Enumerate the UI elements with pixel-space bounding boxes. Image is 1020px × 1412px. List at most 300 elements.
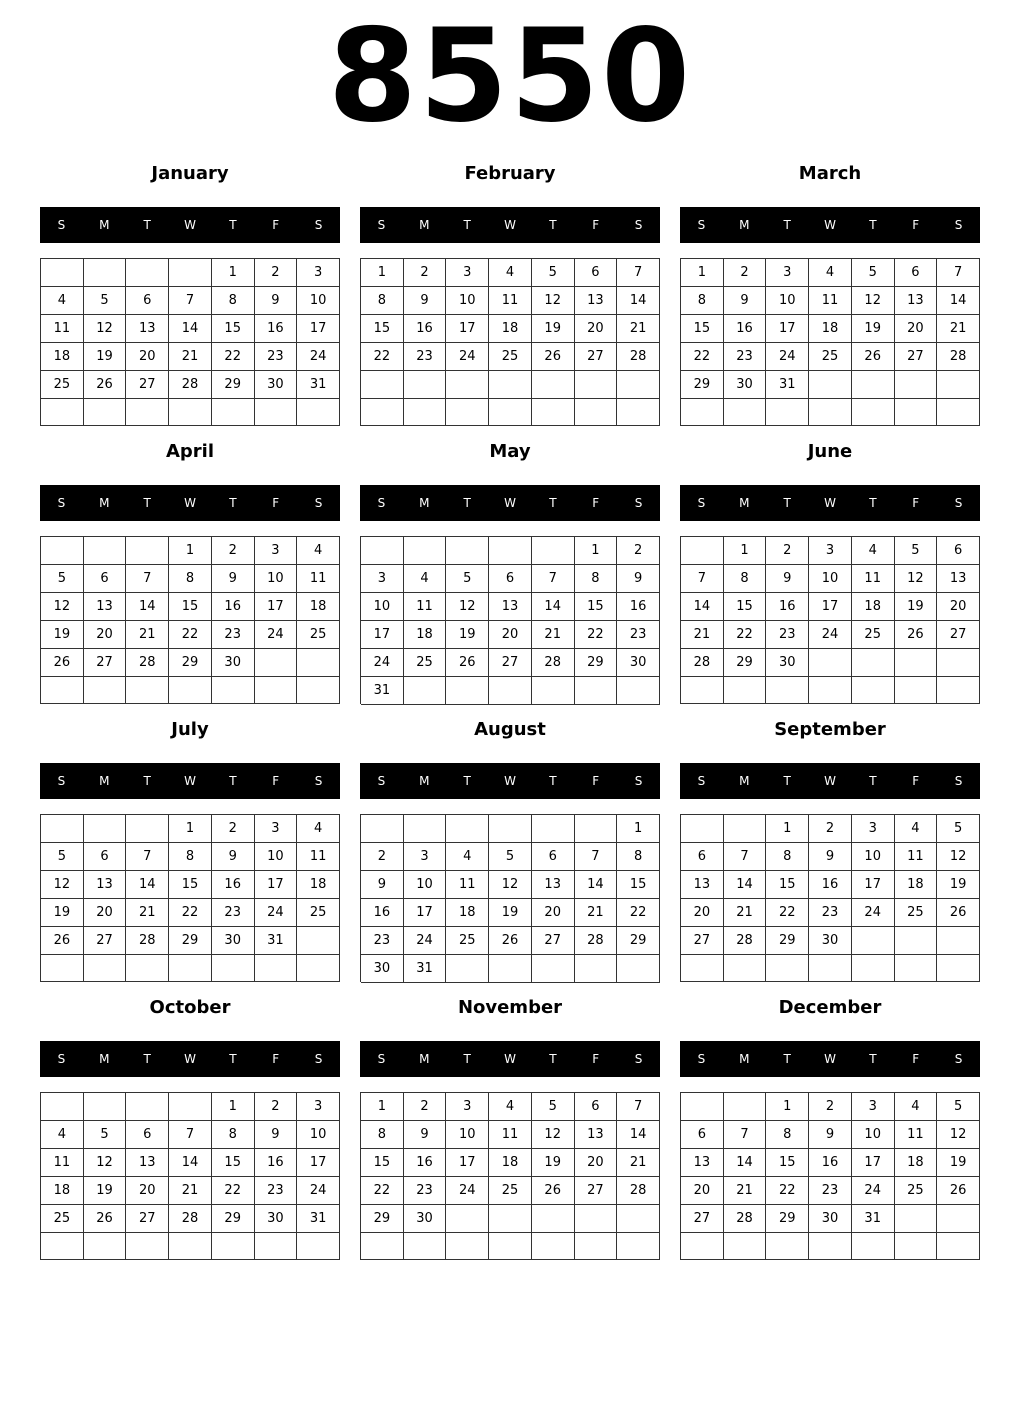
weekday-label: W [504,1052,516,1066]
empty-day-cell [126,399,169,426]
weekday-label: T [783,774,791,788]
day-cell: 28 [169,1205,212,1233]
day-cell: 28 [937,343,980,371]
day-cell: 11 [895,1121,938,1149]
empty-day-cell [681,1093,724,1121]
empty-day-cell [724,677,767,704]
empty-day-cell [617,1205,660,1233]
day-cell: 27 [681,927,724,955]
day-cell: 13 [126,315,169,343]
day-cell: 7 [575,843,618,871]
weekday-label: F [272,774,280,788]
weekday-label: W [824,496,836,510]
day-cell: 16 [809,871,852,899]
day-cell: 30 [617,649,660,677]
day-cell: 5 [41,843,84,871]
day-cell: 28 [532,649,575,677]
empty-day-cell [446,371,489,399]
month-name: May [489,441,531,462]
day-cell: 15 [361,315,404,343]
day-cell: 5 [895,537,938,565]
day-cell: 23 [212,899,255,927]
day-cell: 30 [255,371,298,399]
empty-day-cell [297,927,340,955]
day-cell: 16 [212,593,255,621]
empty-day-cell [575,815,618,843]
day-cell: 16 [361,899,404,927]
empty-day-cell [41,1093,84,1121]
empty-day-cell [489,955,532,983]
empty-day-cell [297,677,340,704]
day-cell: 15 [212,1149,255,1177]
day-cell: 11 [489,287,532,315]
day-cell: 29 [575,649,618,677]
empty-day-cell [681,399,724,426]
day-cell: 10 [255,565,298,593]
weekday-label: S [377,218,386,232]
weekday-label: S [314,1052,323,1066]
day-cell: 8 [212,1121,255,1149]
day-cell: 2 [255,1093,298,1121]
weekday-label: T [143,774,151,788]
empty-day-cell [297,1233,340,1260]
day-cell: 23 [404,1177,447,1205]
empty-day-cell [724,399,767,426]
month-name: December [778,997,882,1018]
day-cell: 24 [446,343,489,371]
empty-day-cell [489,537,532,565]
empty-day-cell [446,955,489,983]
day-cell: 9 [255,287,298,315]
day-cell: 12 [852,287,895,315]
day-cell: 14 [532,593,575,621]
empty-day-cell [895,371,938,399]
day-cell: 19 [41,621,84,649]
weekday-label: F [912,496,920,510]
day-cell: 14 [575,871,618,899]
day-cell: 1 [681,259,724,287]
day-cell: 20 [489,621,532,649]
day-cell: 10 [446,1121,489,1149]
day-cell: 3 [446,259,489,287]
weekday-label: F [592,218,600,232]
day-cell: 4 [895,815,938,843]
day-cell: 14 [617,287,660,315]
weekday-label: S [697,774,706,788]
empty-day-cell [617,399,660,427]
empty-day-cell [575,1233,618,1260]
day-cell: 25 [41,1205,84,1233]
weekday-label: S [634,218,643,232]
empty-day-cell [84,677,127,704]
empty-day-cell [724,1233,767,1260]
day-cell: 3 [361,565,404,593]
empty-day-cell [446,537,489,565]
day-cell: 6 [126,287,169,315]
day-cell: 9 [212,565,255,593]
empty-day-cell [617,371,660,399]
weekday-label: T [463,496,471,510]
day-cell: 11 [895,843,938,871]
empty-day-cell [41,815,84,843]
day-cell: 9 [212,843,255,871]
day-cell: 10 [361,593,404,621]
day-cell: 4 [41,1121,84,1149]
day-cell: 20 [532,899,575,927]
day-cell: 25 [809,343,852,371]
empty-day-cell [937,955,980,982]
weekday-label: T [869,218,877,232]
empty-day-cell [617,955,660,983]
empty-day-cell [446,1233,489,1260]
day-cell: 11 [41,315,84,343]
day-cell: 9 [617,565,660,593]
empty-day-cell [895,649,938,677]
day-cell: 21 [724,899,767,927]
weekday-label: S [634,774,643,788]
day-cell: 27 [126,1205,169,1233]
day-cell: 15 [169,871,212,899]
day-cell: 18 [404,621,447,649]
day-cell: 29 [212,1205,255,1233]
day-cell: 26 [446,649,489,677]
day-cell: 7 [724,843,767,871]
weekday-header [360,207,660,243]
day-cell: 20 [84,621,127,649]
weekday-label: W [184,496,196,510]
day-cell: 18 [809,315,852,343]
day-cell: 5 [532,1093,575,1121]
day-cell: 10 [852,1121,895,1149]
day-cell: 1 [617,815,660,843]
empty-day-cell [852,1233,895,1260]
weekday-label: F [272,496,280,510]
empty-day-cell [255,649,298,677]
weekday-label: W [184,218,196,232]
day-cell: 24 [255,899,298,927]
day-cell: 7 [169,287,212,315]
day-cell: 28 [575,927,618,955]
empty-day-cell [212,399,255,426]
day-cell: 17 [297,315,340,343]
day-grid [40,1092,340,1260]
day-cell: 9 [361,871,404,899]
day-cell: 8 [724,565,767,593]
day-cell: 14 [724,1149,767,1177]
empty-day-cell [532,371,575,399]
day-cell: 24 [361,649,404,677]
day-cell: 20 [126,1177,169,1205]
day-cell: 12 [84,1149,127,1177]
weekday-label: M [99,218,110,232]
empty-day-cell [84,537,127,565]
day-grid [40,814,340,982]
day-cell: 17 [446,1149,489,1177]
weekday-label: F [592,496,600,510]
day-cell: 6 [489,565,532,593]
empty-day-cell [809,955,852,982]
day-grid [680,258,980,426]
day-cell: 3 [404,843,447,871]
day-cell: 25 [446,927,489,955]
empty-day-cell [937,677,980,704]
weekday-label: M [419,1052,430,1066]
day-cell: 7 [937,259,980,287]
empty-day-cell [809,399,852,426]
weekday-header [680,207,980,243]
day-cell: 30 [766,649,809,677]
month-name: January [151,163,229,184]
empty-day-cell [446,399,489,427]
empty-day-cell [532,815,575,843]
weekday-label: S [697,1052,706,1066]
day-cell: 8 [361,1121,404,1149]
day-grid [680,814,980,982]
day-cell: 3 [809,537,852,565]
day-cell: 24 [297,1177,340,1205]
day-cell: 17 [297,1149,340,1177]
day-cell: 2 [212,537,255,565]
empty-day-cell [255,955,298,982]
empty-day-cell [361,537,404,565]
day-cell: 2 [255,259,298,287]
day-cell: 15 [766,1149,809,1177]
day-cell: 5 [84,1121,127,1149]
day-cell: 27 [681,1205,724,1233]
month-name: October [149,997,231,1018]
day-cell: 22 [766,899,809,927]
weekday-label: S [57,496,66,510]
month-name: August [474,719,546,740]
day-cell: 2 [766,537,809,565]
day-cell: 18 [489,315,532,343]
day-cell: 22 [681,343,724,371]
day-cell: 26 [84,1205,127,1233]
day-cell: 4 [41,287,84,315]
day-cell: 26 [852,343,895,371]
day-grid [680,1092,980,1260]
empty-day-cell [41,399,84,426]
weekday-label: T [463,218,471,232]
day-cell: 13 [489,593,532,621]
day-cell: 31 [297,1205,340,1233]
day-cell: 17 [404,899,447,927]
weekday-label: F [272,218,280,232]
day-cell: 18 [895,871,938,899]
empty-day-cell [489,677,532,705]
empty-day-cell [361,1233,404,1260]
day-cell: 16 [724,315,767,343]
day-cell: 6 [84,565,127,593]
day-cell: 7 [681,565,724,593]
empty-day-cell [404,677,447,705]
empty-day-cell [895,677,938,704]
empty-day-cell [766,399,809,426]
empty-day-cell [169,1093,212,1121]
day-cell: 5 [41,565,84,593]
day-cell: 3 [297,259,340,287]
day-cell: 23 [212,621,255,649]
day-cell: 14 [169,315,212,343]
day-cell: 7 [617,259,660,287]
weekday-label: W [184,774,196,788]
day-cell: 12 [937,843,980,871]
weekday-label: S [954,774,963,788]
day-cell: 5 [937,1093,980,1121]
day-cell: 30 [809,1205,852,1233]
empty-day-cell [446,677,489,705]
empty-day-cell [297,399,340,426]
day-cell: 12 [895,565,938,593]
day-cell: 15 [681,315,724,343]
day-cell: 11 [297,565,340,593]
day-cell: 25 [489,343,532,371]
day-cell: 15 [575,593,618,621]
day-cell: 22 [212,343,255,371]
weekday-label: M [99,496,110,510]
empty-day-cell [212,677,255,704]
empty-day-cell [169,399,212,426]
day-cell: 21 [126,621,169,649]
weekday-label: S [634,496,643,510]
weekday-label: T [783,496,791,510]
weekday-label: T [229,218,237,232]
empty-day-cell [575,371,618,399]
empty-day-cell [361,815,404,843]
day-cell: 17 [446,315,489,343]
weekday-label: F [912,218,920,232]
empty-day-cell [41,677,84,704]
empty-day-cell [895,399,938,426]
day-cell: 12 [532,1121,575,1149]
day-cell: 9 [809,1121,852,1149]
weekday-label: T [463,774,471,788]
weekday-header [680,485,980,521]
empty-day-cell [724,815,767,843]
day-cell: 24 [446,1177,489,1205]
empty-day-cell [84,955,127,982]
weekday-label: S [954,218,963,232]
empty-day-cell [766,677,809,704]
weekday-label: F [592,774,600,788]
empty-day-cell [937,399,980,426]
weekday-label: W [504,496,516,510]
day-cell: 24 [852,899,895,927]
weekday-label: F [912,774,920,788]
day-cell: 20 [575,315,618,343]
day-cell: 22 [617,899,660,927]
day-cell: 4 [297,537,340,565]
empty-day-cell [937,927,980,955]
weekday-label: S [377,496,386,510]
weekday-label: T [869,496,877,510]
day-cell: 23 [766,621,809,649]
day-cell: 28 [617,343,660,371]
empty-day-cell [489,815,532,843]
empty-day-cell [404,371,447,399]
day-cell: 24 [766,343,809,371]
day-cell: 22 [724,621,767,649]
weekday-header [40,763,340,799]
weekday-label: S [697,496,706,510]
empty-day-cell [41,955,84,982]
empty-day-cell [681,955,724,982]
weekday-label: M [739,218,750,232]
day-cell: 23 [724,343,767,371]
day-cell: 18 [852,593,895,621]
day-cell: 9 [404,1121,447,1149]
day-cell: 25 [852,621,895,649]
day-cell: 21 [937,315,980,343]
empty-day-cell [852,955,895,982]
day-cell: 7 [126,843,169,871]
weekday-label: M [99,1052,110,1066]
day-cell: 3 [297,1093,340,1121]
day-cell: 19 [84,1177,127,1205]
empty-day-cell [404,1233,447,1260]
day-cell: 4 [489,259,532,287]
day-cell: 27 [84,649,127,677]
day-cell: 29 [681,371,724,399]
day-cell: 26 [41,927,84,955]
day-cell: 2 [212,815,255,843]
day-cell: 23 [404,343,447,371]
weekday-label: W [824,774,836,788]
day-cell: 9 [809,843,852,871]
day-cell: 29 [766,927,809,955]
day-cell: 14 [617,1121,660,1149]
day-cell: 8 [575,565,618,593]
day-cell: 14 [169,1149,212,1177]
empty-day-cell [681,1233,724,1260]
day-cell: 13 [126,1149,169,1177]
day-grid [360,1092,660,1260]
day-cell: 30 [212,649,255,677]
weekday-label: M [739,774,750,788]
day-cell: 20 [681,1177,724,1205]
weekday-label: T [229,496,237,510]
day-cell: 18 [297,593,340,621]
day-cell: 15 [361,1149,404,1177]
day-cell: 29 [617,927,660,955]
day-cell: 19 [446,621,489,649]
empty-day-cell [84,1233,127,1260]
empty-day-cell [84,259,127,287]
day-cell: 16 [212,871,255,899]
day-cell: 31 [255,927,298,955]
empty-day-cell [617,677,660,705]
empty-day-cell [169,677,212,704]
day-cell: 3 [852,815,895,843]
calendar-year-title: 8550 [327,2,693,151]
day-cell: 3 [255,537,298,565]
weekday-header [680,1041,980,1077]
day-cell: 22 [575,621,618,649]
day-cell: 7 [169,1121,212,1149]
empty-day-cell [126,955,169,982]
empty-day-cell [297,649,340,677]
day-cell: 12 [41,593,84,621]
empty-day-cell [255,1233,298,1260]
day-cell: 1 [766,1093,809,1121]
weekday-label: F [592,1052,600,1066]
weekday-label: W [824,1052,836,1066]
empty-day-cell [404,815,447,843]
day-cell: 26 [84,371,127,399]
day-cell: 16 [255,315,298,343]
month-name: February [464,163,556,184]
day-grid [40,258,340,426]
